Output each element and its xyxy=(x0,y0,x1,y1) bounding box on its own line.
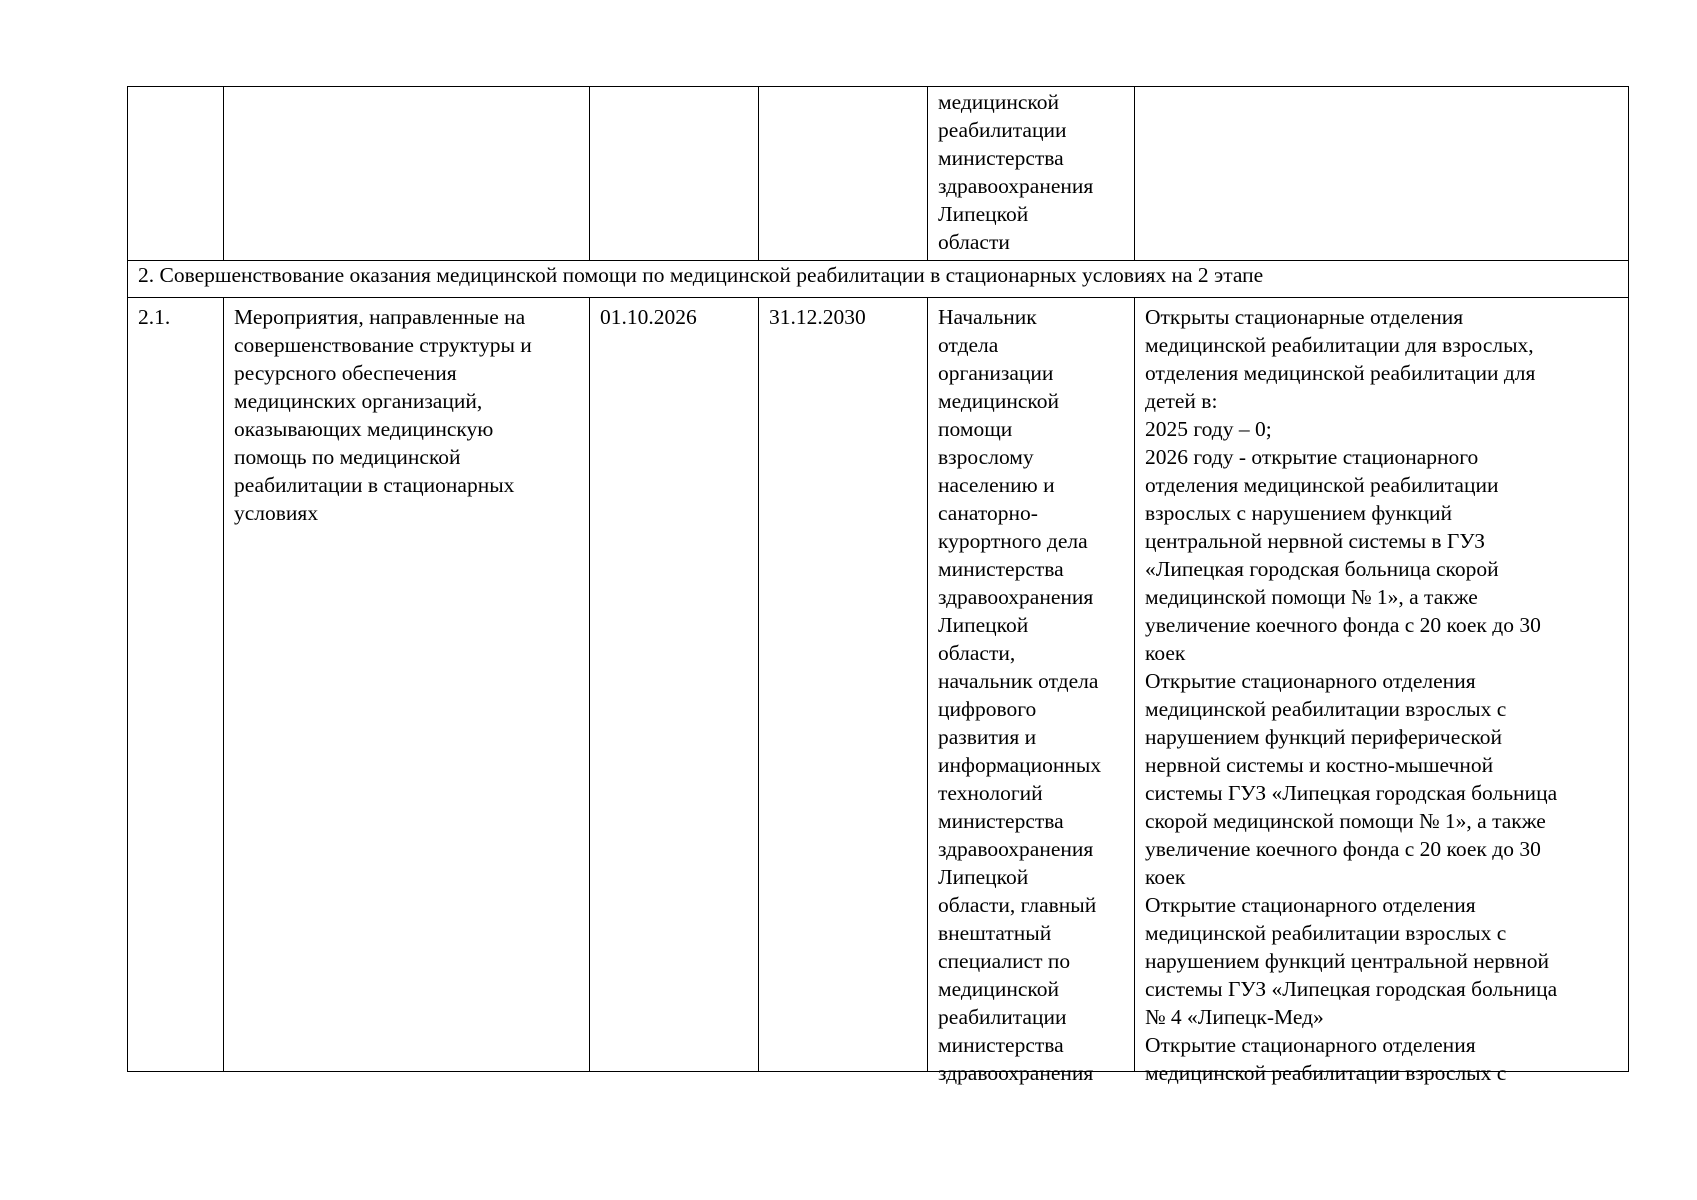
cell-end-date: 31.12.2030 xyxy=(759,298,928,1072)
cell-responsible: медицинской реабилитации министерства здравоохранения Липецкой области xyxy=(928,87,1135,261)
table-row-section-heading xyxy=(128,261,1629,298)
section-heading: 2. Совершенствование оказания медицинской помощи по медицинской реабилитации в стационарных условиях на 2 этапе xyxy=(128,261,1629,298)
table-row-activity xyxy=(128,298,1629,1072)
responsible-text: Начальник отдела организации медицинской помощи взрослому населению и санаторно- курортного дела министерства здравоохранения Липецкой области, начальник отдела цифрового развития и информационных технологий министерства здравоохранения Липецкой области, главный внештатный специалист по медицинской реабилитации министерства здравоохранения xyxy=(938,305,1102,1085)
cell-activity-name: Мероприятия, направленные на совершенствование структуры и ресурсного обеспечения медицинских организаций, оказывающих медицинскую помощь по медицинской реабилитации в стационарных условиях xyxy=(224,298,590,1072)
result-text: Открыты стационарные отделения медицинской реабилитации для взрослых, отделения медицинской реабилитации для детей в: 2025 году – 0; 2026 году - открытие стационарного отделения медицинской реабилитации взрослых с нарушением функций центральной нервной системы в ГУЗ «Липецкая городская больница скорой медицинской помощи № 1», а также увеличение коечного фонда с 20 коек до 30 коек Открытие стационарного отделения медицинской реабилитации взрослых с нарушением функций периферической нервной системы и костно-мышечной системы ГУЗ «Липецкая городская больница скорой медицинской помощи № 1», а также увеличение коечного фонда с 20 коек до 30 коек Открытие стационарного отделения медицинской реабилитации взрослых с нарушением функций центральной нервной системы ГУЗ «Липецкая городская больница № 4 «Липецк-Мед» Открытие стационарного отделения медицинской реабилитации взрослых с xyxy=(1145,305,1558,1085)
cell-start-date xyxy=(590,87,759,261)
cell-number: 2.1. xyxy=(128,298,224,1072)
cell-result xyxy=(1135,87,1629,261)
cell-start-date: 01.10.2026 xyxy=(590,298,759,1072)
plan-table xyxy=(127,86,1629,1085)
table-row-continuation xyxy=(128,87,1629,261)
cell-activity-name xyxy=(224,87,590,261)
cell-end-date xyxy=(759,87,928,261)
cell-result xyxy=(1135,298,1629,1085)
cell-number xyxy=(128,87,224,261)
cell-responsible xyxy=(928,298,1135,1085)
